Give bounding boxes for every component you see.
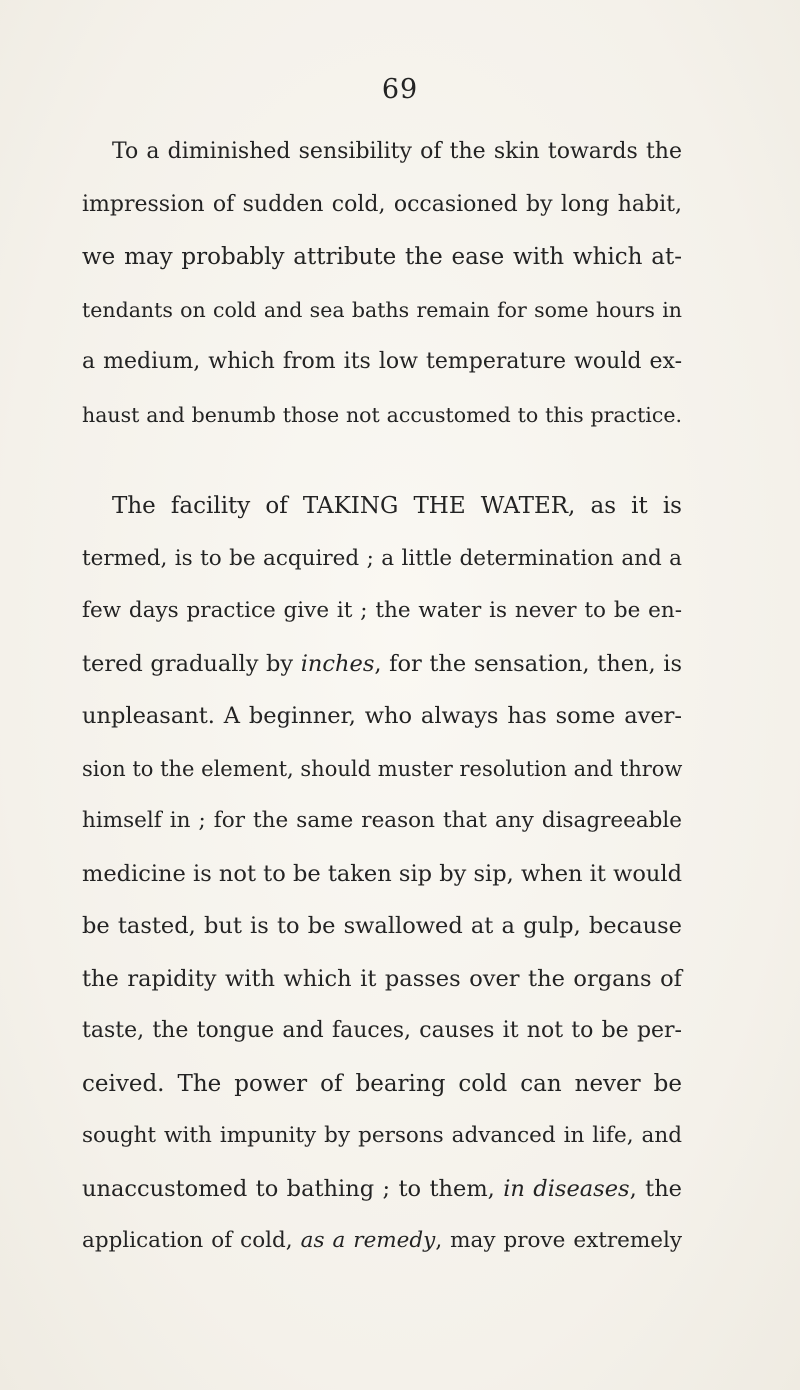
text-line: [82, 533, 682, 586]
line-text: , may prove extremely: [435, 1228, 682, 1253]
text-line: [82, 1110, 682, 1163]
text-line: impression of sudden cold, occasioned by long habit,: [82, 191, 682, 217]
text-line: To a diminished sensibility of the skin towards the: [112, 139, 682, 164]
page-number: 69: [381, 74, 419, 105]
line-text: unaccustomed to bathing ; to them,: [82, 1175, 504, 1202]
paragraph-1: [82, 126, 682, 441]
line-text: the rapidity with which it passes over the organs of: [82, 965, 682, 992]
line-text: The facility of TAKING THE WATER, as it is: [112, 493, 682, 519]
text-line: [82, 953, 682, 1006]
line-text: ceived. The power of bearing cold can never be: [82, 1070, 682, 1097]
line-text: taste, the tongue and fauces, causes it not to be per-: [82, 1018, 682, 1043]
line-text: sion to the element, should muster resolution and throw: [82, 756, 683, 781]
line-text: tered gradually by: [82, 650, 301, 677]
line-text: sought with impunity by persons advanced in life, and: [82, 1123, 682, 1148]
italic-phrase: in diseases: [503, 1175, 630, 1202]
line-text: himself in ; for the same reason that any disagreeable: [82, 808, 682, 833]
text-line: [82, 480, 682, 533]
text-line: [82, 690, 682, 743]
text-line: [82, 900, 682, 953]
line-text: medicine is not to be taken sip by sip, when it would: [82, 860, 682, 887]
text-line: [82, 1163, 682, 1216]
text-line: [82, 795, 682, 848]
italic-word: inches: [300, 650, 375, 677]
text-line: a medium, which from its low temperature would ex-: [82, 349, 682, 374]
text-line: haust and benumb those not accustomed to this practice.: [82, 402, 682, 427]
line-text: be tasted, but is to be swallowed at a gulp, because: [82, 913, 682, 939]
line-text: , the: [629, 1175, 682, 1202]
line-text: application of cold,: [82, 1228, 301, 1253]
text-line: we may probably attribute the ease with which at-: [82, 244, 682, 270]
italic-phrase: as a remedy: [300, 1228, 436, 1253]
line-text: termed, is to be acquired ; a little determination and a: [82, 545, 682, 571]
text-line: [82, 585, 682, 638]
text-line: [82, 1005, 682, 1058]
text-line: [82, 1058, 682, 1111]
paragraph-2: [82, 480, 682, 1268]
text-line: [82, 848, 682, 901]
line-text: few days practice give it ; the water is never to be en-: [82, 598, 682, 623]
text-line: tendants on cold and sea baths remain for some hours in: [82, 297, 682, 322]
text-line: [82, 743, 682, 796]
text-line: [82, 1215, 682, 1268]
line-text: , for the sensation, then, is: [374, 650, 682, 677]
text-line: [82, 638, 682, 691]
line-text: unpleasant. A beginner, who always has some aver-: [82, 703, 682, 729]
